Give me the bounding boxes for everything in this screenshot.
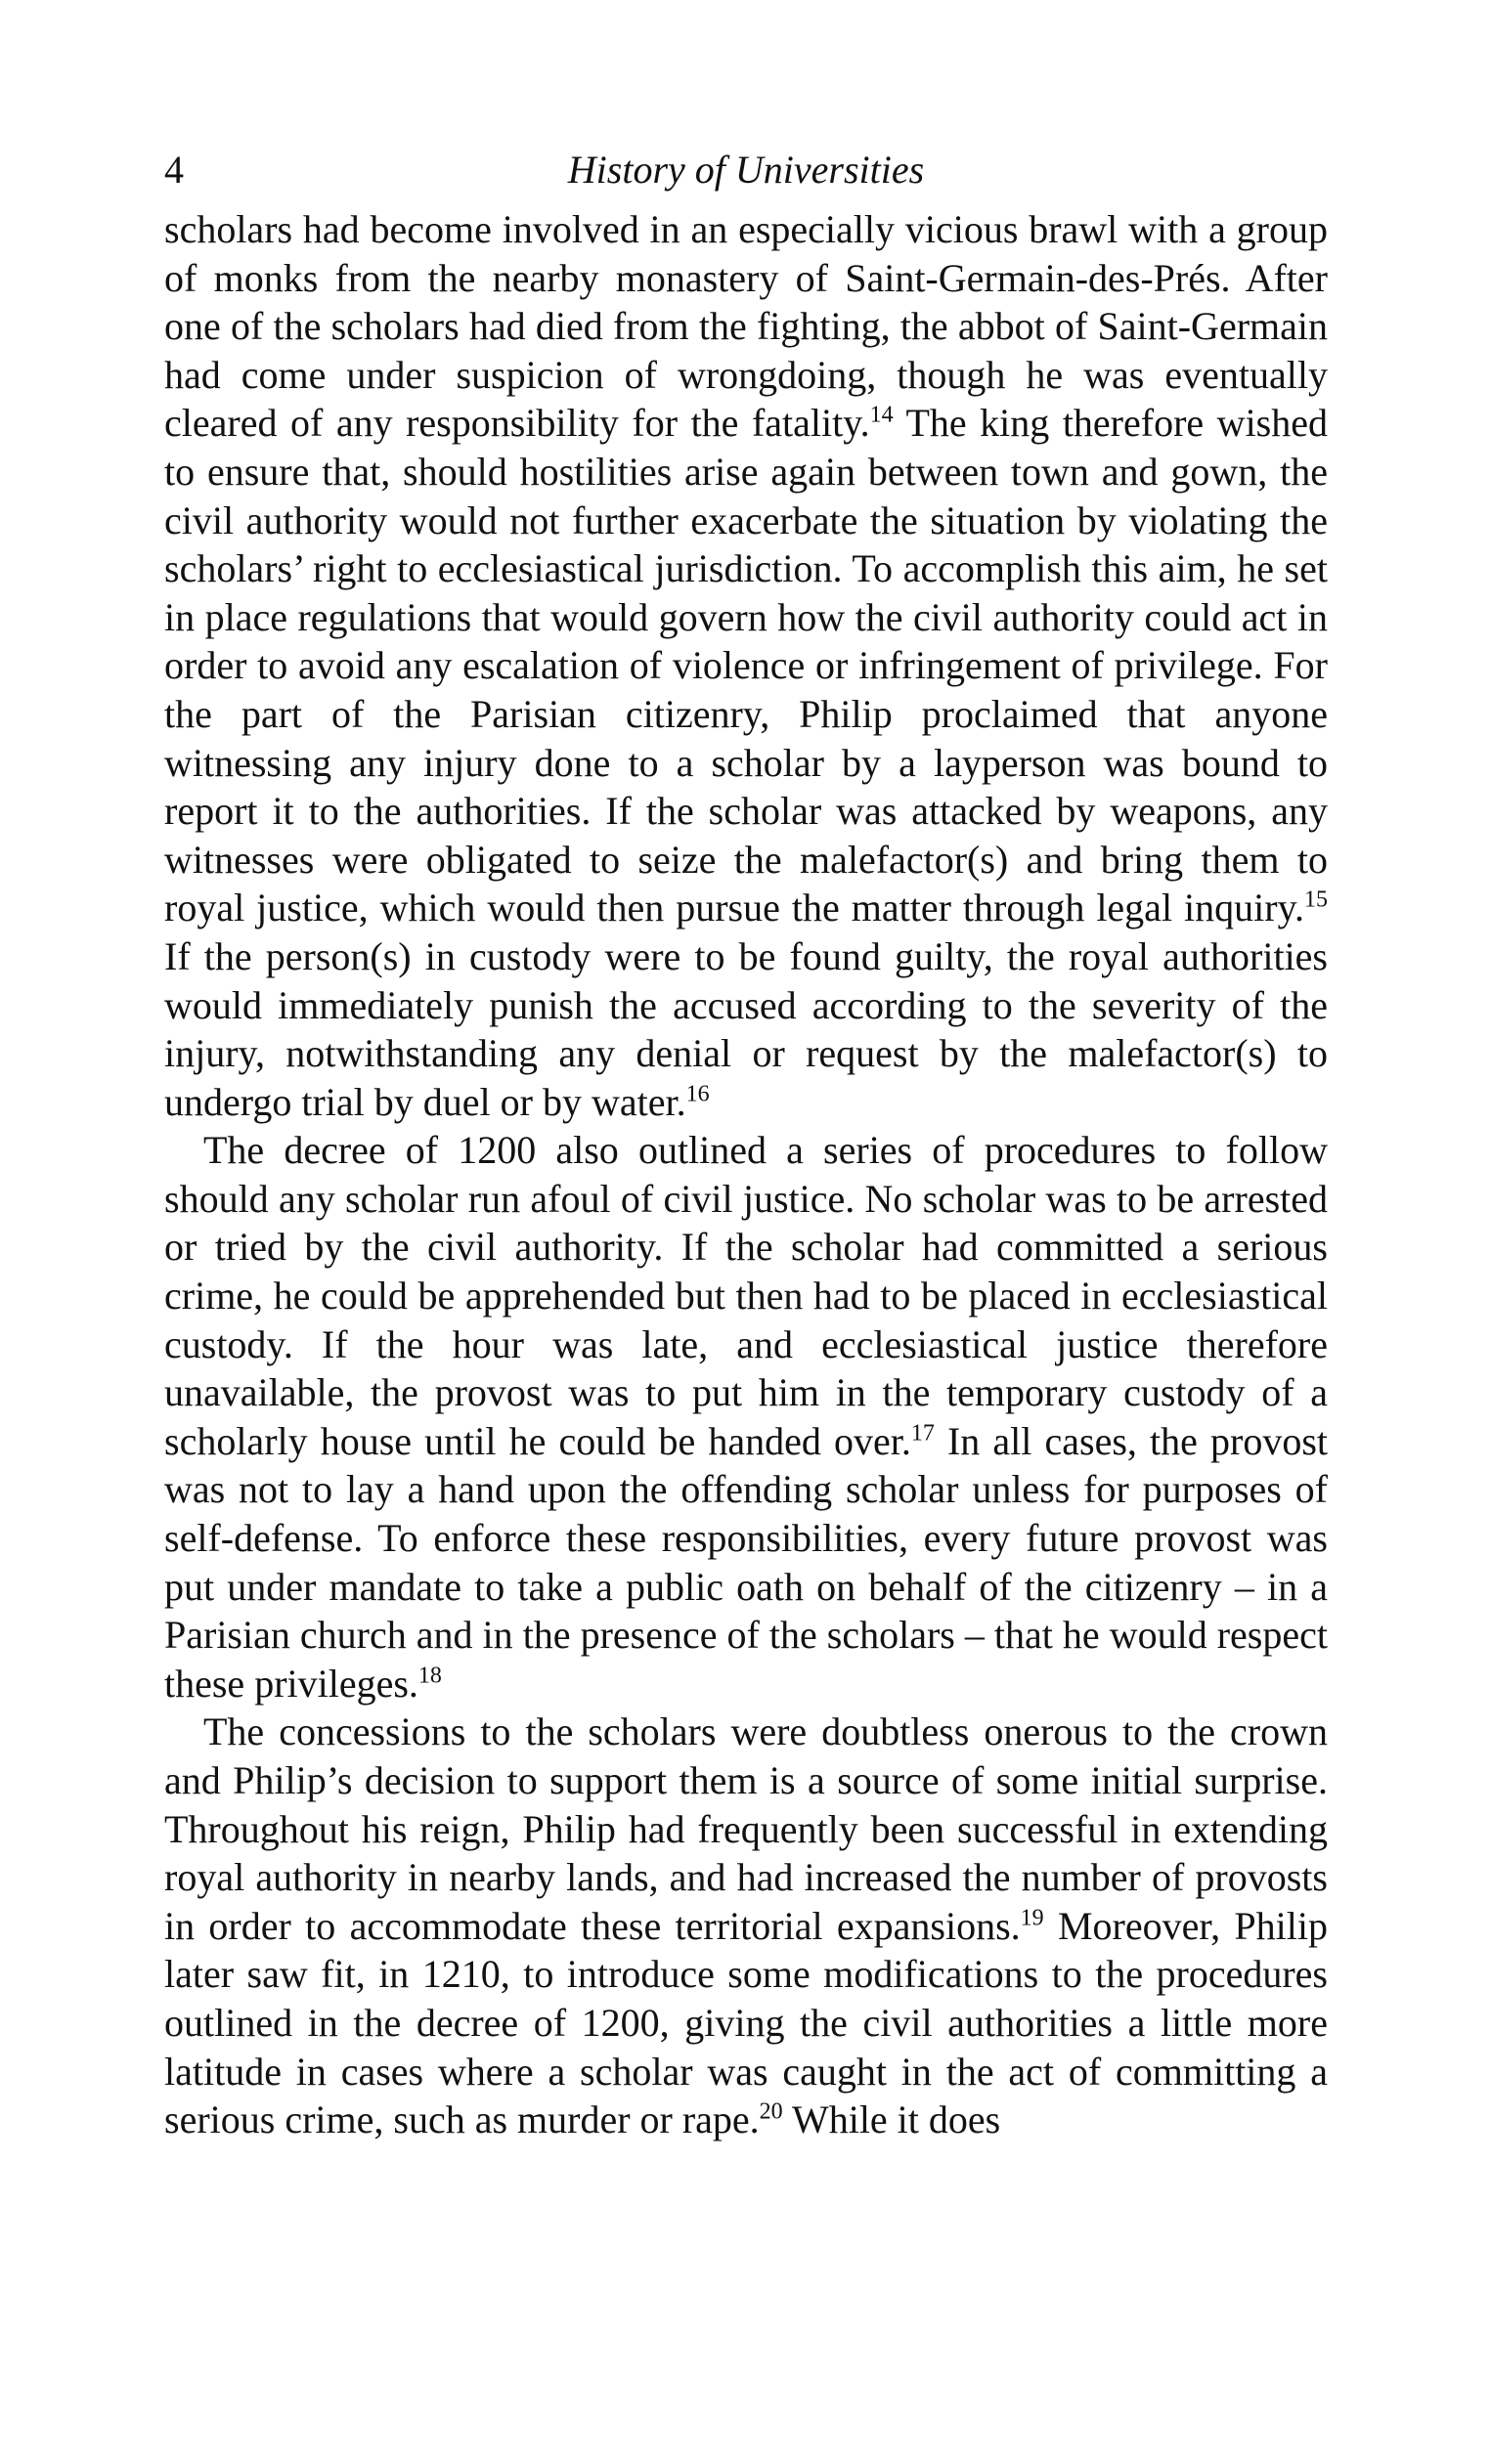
footnote-ref-15: 15: [1304, 886, 1328, 913]
paragraph-2: [164, 1126, 1328, 1708]
text-run: Moreover, Philip later saw fit, in 1210, to introduce some modifications to the procedures outlined in the decree of 1200, giving the civil authorities a little more latitude in cases where a scholar was caught in the act of committing a serious crime, such as murder or rape.: [164, 1903, 1328, 2142]
book-page: [164, 137, 1328, 2144]
footnote-ref-20: 20: [759, 2098, 783, 2125]
text-run: In all cases, the provost was not to lay a hand upon the offending scholar unless for purposes of self-defense. To enforce these responsibilities, every future provost was put under mandate to take a public oath on behalf of the citizenry – in a Parisian church and in the presence of the scholars – that he would respect these privileges.: [164, 1418, 1329, 1706]
running-head: [164, 137, 1328, 205]
text-run: While it does: [782, 2097, 1001, 2142]
text-run: The decree of 1200 also outlined a series of procedures to follow should any scholar run afoul of civil justice. No scholar was to be arrested or tried by the civil authority. If the scholar had committed a serious crime, he could be apprehended but then had to be placed in ecclesiastical custody. If the hour was late, and ecclesiastical justice therefore unavailable, the provost was to put him in the temporary custody of a scholarly house until he could be handed over.: [164, 1128, 1328, 1463]
text-run: scholars had become involved in an especially vicious brawl with a group of monks from the nearby monastery of Saint-Germain-des-Prés. After one of the scholars had died from the fighting, the abbot of Saint-Germain had come under suspicion of wrongdoing, though he was eventually cleared of any responsibility for the fatality.: [164, 207, 1328, 446]
text-run: The king therefore wished to ensure that, should hostilities arise again between town and gown, the civil authority would not further exacerbate the situation by violating the scholars’ right to ecclesiastical jurisdiction. To accomplish this aim, he set in place regulations that would govern how the civil authority could act in order to avoid any escalation of violence or infringement of privilege. For the part of the Parisian citizenry, Philip proclaimed that anyone witnessing any injury done to a scholar by a layperson was bound to report it to the authorities. If the scholar was attacked by weapons, any witnesses were obligated to seize the malefactor(s) and bring them to royal justice, which would then pursue the matter through legal inquiry.: [164, 401, 1328, 930]
text-run: The concessions to the scholars were doubtless onerous to the crown and Philip’s decision to support them is a source of some initial surprise. Throughout his reign, Philip had frequently been successful in extending royal authority in nearby lands, and had increased the number of provosts in order to accommodate these territorial expansions.: [164, 1709, 1328, 1948]
footnote-ref-17: 17: [910, 1420, 935, 1447]
paragraph-1: [164, 205, 1328, 1126]
text-run: If the person(s) in custody were to be found guilty, the royal authorities would immediately punish the accused according to the severity of the injury, notwithstanding any denial or request by the malefactor(s) to undergo trial by duel or by water.: [164, 933, 1328, 1124]
paragraph-3: [164, 1708, 1328, 2143]
running-title: History of Universities: [567, 148, 925, 192]
footnote-ref-18: 18: [417, 1663, 442, 1689]
footnote-ref-14: 14: [869, 403, 894, 429]
page-number: 4: [164, 148, 184, 192]
body-text: [164, 205, 1328, 2144]
footnote-ref-19: 19: [1020, 1905, 1044, 1931]
footnote-ref-16: 16: [685, 1081, 710, 1107]
